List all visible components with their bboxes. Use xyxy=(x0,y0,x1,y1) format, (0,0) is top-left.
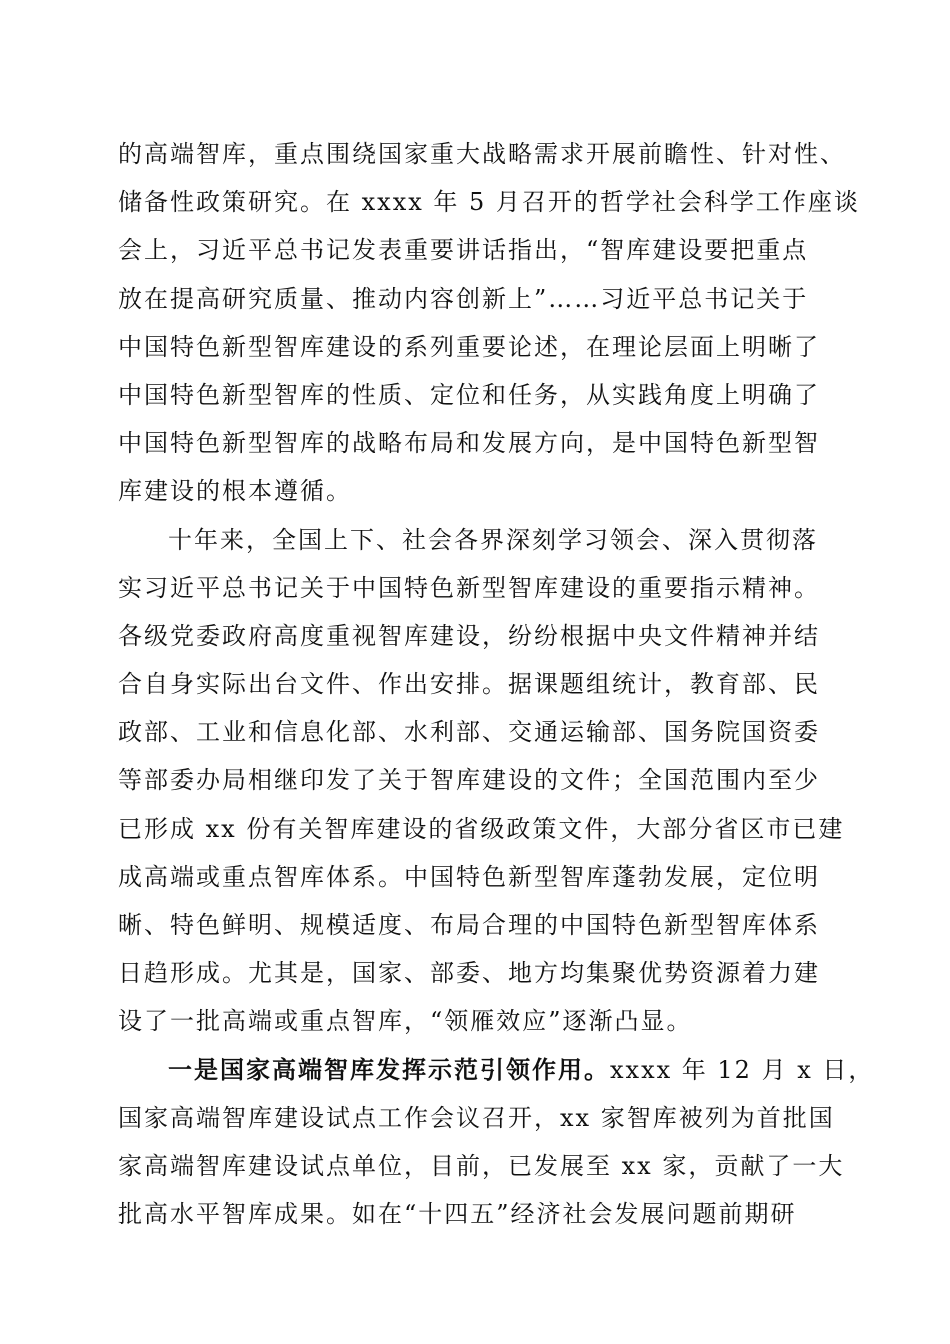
text-line: 政部、工业和信息化部、水利部、交通运输部、国务院国资委 xyxy=(118,718,820,747)
paragraph-2 xyxy=(118,516,845,1046)
text-line: 十年来，全国上下、社会各界深刻学习领会、深入贯彻落 xyxy=(168,525,818,554)
text-line: 设了一批高端或重点智库，“领雁效应”逐渐凸显。 xyxy=(118,1007,693,1036)
text-line: 日趋形成。尤其是，国家、部委、地方均集聚优势资源着力建 xyxy=(118,959,820,988)
document-body xyxy=(118,130,875,1238)
text-line: 会上，习近平总书记发表重要讲话指出，“智库建设要把重点 xyxy=(118,236,809,265)
text-line: 中国特色新型智库的战略布局和发展方向，是中国特色新型智 xyxy=(118,429,820,458)
paragraph-3 xyxy=(118,1046,875,1239)
text-line: 合自身实际出台文件、作出安排。据课题组统计，教育部、民 xyxy=(118,670,820,699)
section-heading: 一是国家高端智库发挥示范引领作用。 xyxy=(168,1054,610,1084)
text-line: 晰、特色鲜明、规模适度、布局合理的中国特色新型智库体系 xyxy=(118,911,820,939)
paragraph-1 xyxy=(118,130,860,516)
text-line: 各级党委政府高度重视智库建设，纷纷根据中央文件精神并结 xyxy=(118,621,820,650)
text-line: 中国特色新型智库的性质、定位和任务，从实践角度上明确了 xyxy=(118,380,820,409)
text-line: 已形成 xx 份有关智库建设的省级政策文件，大部分省区市已建 xyxy=(118,814,845,843)
text-line: 中国特色新型智库建设的系列重要论述，在理论层面上明晰了 xyxy=(118,332,820,361)
text-line: 库建设的根本遵循。 xyxy=(118,477,352,506)
text-fragment: xxxx 年 12 月 x 日， xyxy=(610,1055,875,1084)
text-line xyxy=(118,1046,875,1094)
text-line: 家高端智库建设试点单位，目前，已发展至 xx 家，贡献了一大 xyxy=(118,1151,845,1180)
text-line: 成高端或重点智库体系。中国特色新型智库蓬勃发展，定位明 xyxy=(118,862,820,891)
text-line: 放在提高研究质量、推动内容创新上”……习近平总书记关于 xyxy=(118,284,809,313)
text-line: 等部委办局相继印发了关于智库建设的文件；全国范围内至少 xyxy=(118,766,820,795)
text-line: 批高水平智库成果。如在“十四五”经济社会发展问题前期研 xyxy=(118,1200,797,1229)
text-line: 国家高端智库建设试点工作会议召开，xx 家智库被列为首批国 xyxy=(118,1103,835,1132)
text-line: 实习近平总书记关于中国特色新型智库建设的重要指示精神。 xyxy=(118,573,820,602)
text-line: 储备性政策研究。在 xxxx 年 5 月召开的哲学社会科学工作座谈 xyxy=(118,188,860,217)
text-line: 的高端智库，重点围绕国家重大战略需求开展前瞻性、针对性、 xyxy=(118,140,846,168)
